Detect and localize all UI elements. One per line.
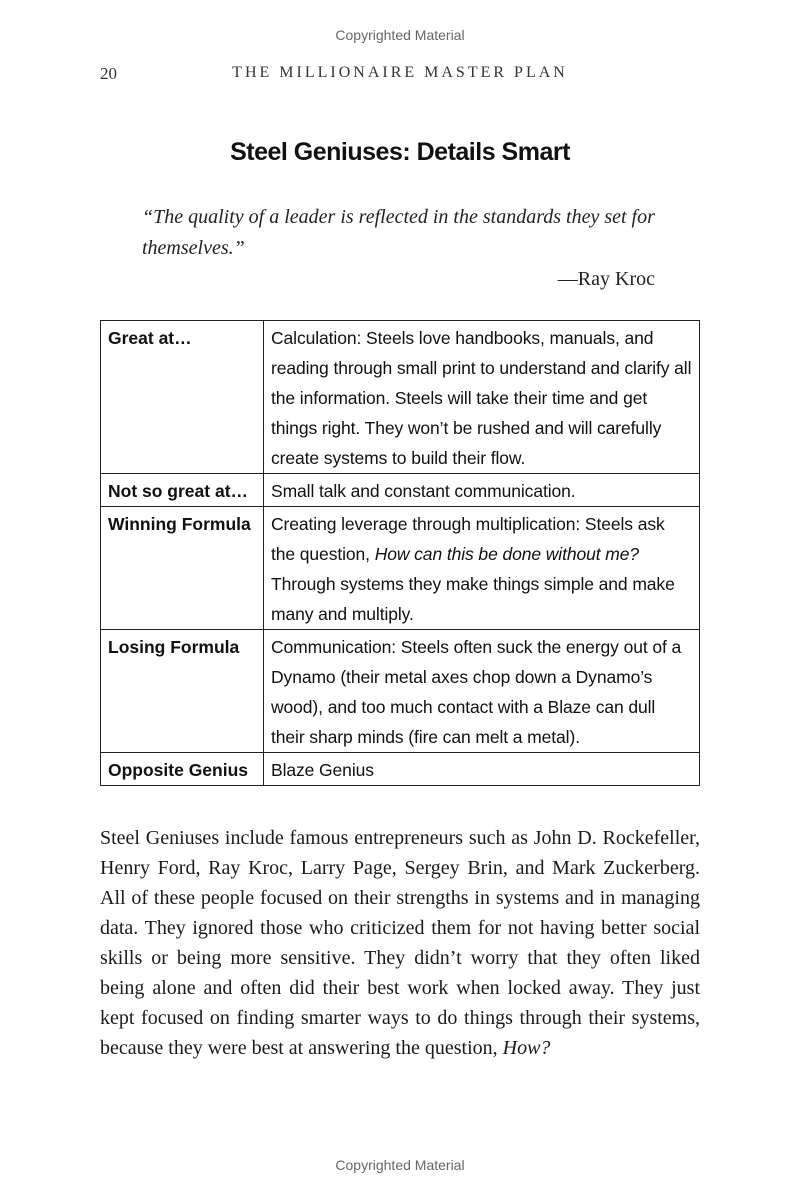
watermark-top: Copyrighted Material xyxy=(335,27,465,43)
body-paragraph-italic: How? xyxy=(502,1037,551,1059)
running-header: THE MILLIONAIRE MASTER PLAN xyxy=(232,64,568,81)
row-label: Winning Formula xyxy=(101,507,264,630)
row-description-text: Creating leverage through multiplication: Steels ask the question, xyxy=(271,514,665,564)
table-row xyxy=(101,321,700,474)
body-paragraph-text: Steel Geniuses include famous entrepreneurs such as John D. Rockefeller, Henry Ford, Ray Kroc, Larry Page, Sergey Brin, and Mark Zuckerberg. All of these people focused on their strengths in systems and in managing data. They ignored those who criticized them for not having better social skills or being more sensitive. They didn’t worry that they often liked being alone and often did their best work when locked away. They just kept focused on finding smarter ways to do things through their systems, because they were best at answering the question, xyxy=(100,827,700,1059)
epigraph-quote: “The quality of a leader is reflected in the standards they set for themselves.” xyxy=(142,206,655,259)
row-description-italic: How can this be done without me? xyxy=(374,544,640,564)
traits-table xyxy=(100,320,700,786)
table-row xyxy=(101,753,700,786)
row-label: Losing Formula xyxy=(101,630,264,753)
table-row xyxy=(101,474,700,507)
row-description-text: Through systems they make things simple and make many and multiply. xyxy=(271,574,675,624)
table-row xyxy=(101,507,700,630)
epigraph-attribution: —Ray Kroc xyxy=(557,268,655,290)
page-number: 20 xyxy=(100,64,117,83)
row-description: Calculation: Steels love handbooks, manuals, and reading through small print to understand and clarify all the information. Steels will take their time and get things right. They won’t be rushed and will carefully create systems to build their flow. xyxy=(264,321,700,474)
watermark-bottom: Copyrighted Material xyxy=(335,1157,465,1173)
body-paragraph xyxy=(100,823,700,1063)
row-description: Blaze Genius xyxy=(264,753,700,786)
section-title: Steel Geniuses: Details Smart xyxy=(230,138,570,166)
row-description: Small talk and constant communication. xyxy=(264,474,700,507)
row-label: Great at… xyxy=(101,321,264,474)
row-description: Communication: Steels often suck the energy out of a Dynamo (their metal axes chop down a Dynamo’s wood), and too much contact with a Blaze can dull their sharp minds (fire can melt a metal). xyxy=(264,630,700,753)
row-label: Opposite Genius xyxy=(101,753,264,786)
row-description xyxy=(264,507,700,630)
table-row xyxy=(101,630,700,753)
row-label: Not so great at… xyxy=(101,474,264,507)
